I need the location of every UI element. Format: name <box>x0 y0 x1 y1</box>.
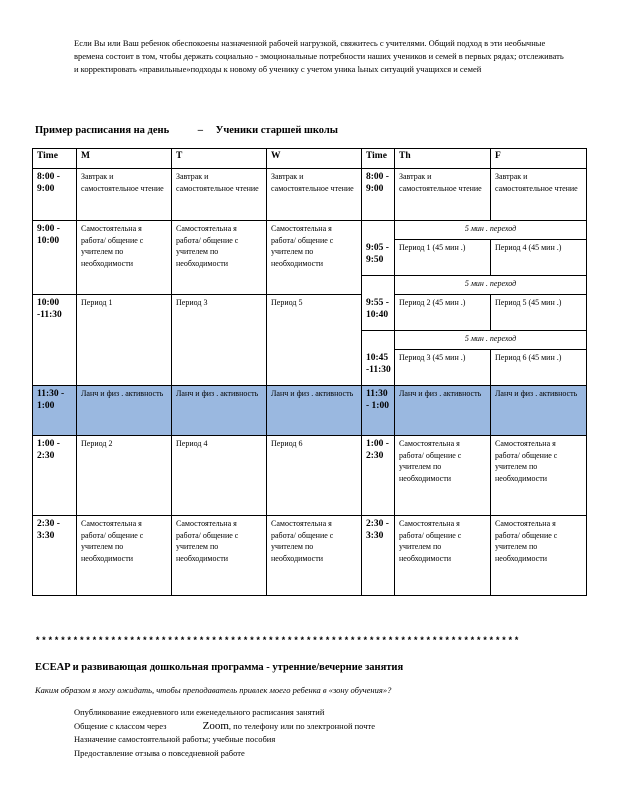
bullet-list <box>50 706 375 760</box>
time-cell: 2:30 - 3:30 <box>362 516 395 596</box>
table-cell: Завтрак и самостоятельное чтение <box>77 169 172 221</box>
table-cell: Завтрак и самостоятельное чтение <box>395 169 491 221</box>
table-row <box>33 221 587 240</box>
time-cell: 11:30 - 1:00 <box>362 386 395 436</box>
table-cell: Завтрак и самостоятельное чтение <box>172 169 267 221</box>
table-cell: Ланч и физ . активность <box>395 386 491 436</box>
list-item <box>50 733 375 747</box>
divider-line: ***************************************************************************** <box>35 636 521 646</box>
table-cell: Период 6 (45 мин .) <box>491 350 587 386</box>
time-cell <box>362 221 395 240</box>
time-cell: 9:00 - 10:00 <box>33 221 77 295</box>
table-cell: Завтрак и самостоятельное чтение <box>267 169 362 221</box>
table-cell: Ланч и физ . активность <box>172 386 267 436</box>
list-item <box>50 720 375 734</box>
time-cell <box>362 276 395 295</box>
intro-text: Если Вы или Ваш ребенок обеспокоены назначенной рабочей нагрузкой, свяжитесь с учителями. Общий подход в эти необычные времена состоит в том, чтобы держать социально - эмоциональные потребности наших учеников и семей в первых рядах; отслеживать и корректировать «правильные»подходы к новому об ученику с учетом уника lьных ситуаций учащихся и семей <box>74 38 564 75</box>
table-cell: Самостоятельна я работа/ общение с учителем по необходимости <box>267 221 362 295</box>
list-item-text: Опубликование ежедневного или еженедельного расписания занятий <box>74 707 325 717</box>
time-cell: 10:00 -11:30 <box>33 295 77 386</box>
table-cell: Период 5 (45 мин .) <box>491 295 587 331</box>
table-cell: Самостоятельна я работа/ общение с учителем по необходимости <box>395 516 491 596</box>
table-cell: Период 1 <box>77 295 172 386</box>
intro-paragraph <box>50 37 570 77</box>
table-cell: Самостоятельна я работа/ общение с учителем по необходимости <box>77 221 172 295</box>
table-cell: Самостоятельна я работа/ общение с учителем по необходимости <box>491 436 587 516</box>
time-cell: 1:00 - 2:30 <box>362 436 395 516</box>
table-cell: Самостоятельна я работа/ общение с учителем по необходимости <box>77 516 172 596</box>
table-cell: Самостоятельна я работа/ общение с учителем по необходимости <box>267 516 362 596</box>
schedule-heading <box>35 125 338 136</box>
table-cell: Период 4 (45 мин .) <box>491 240 587 276</box>
time-cell: 8:00 - 9:00 <box>362 169 395 221</box>
header-cell: W <box>267 149 362 169</box>
header-cell: Th <box>395 149 491 169</box>
table-row <box>33 516 587 596</box>
table-cell: Самостоятельна я работа/ общение с учителем по необходимости <box>172 516 267 596</box>
time-cell <box>362 331 395 350</box>
table-cell: Период 1 (45 мин .) <box>395 240 491 276</box>
time-cell: 10:45 -11:30 <box>362 350 395 386</box>
zoom-label: Zoom <box>202 719 229 732</box>
list-item <box>50 747 375 761</box>
list-item-text: Назначение самостоятельной работы; учебные пособия <box>74 734 276 744</box>
table-cell: Самостоятельна я работа/ общение с учителем по необходимости <box>395 436 491 516</box>
table-cell: Завтрак и самостоятельное чтение <box>491 169 587 221</box>
table-cell: Период 2 (45 мин .) <box>395 295 491 331</box>
list-item-text: Общение с классом через <box>74 720 203 731</box>
time-cell: 1:00 - 2:30 <box>33 436 77 516</box>
header-cell: Time <box>362 149 395 169</box>
table-cell: Период 3 <box>172 295 267 386</box>
table-cell: Самостоятельна я работа/ общение с учителем по необходимости <box>491 516 587 596</box>
table-cell: Период 6 <box>267 436 362 516</box>
schedule-dash: – <box>197 125 204 136</box>
table-cell: Период 4 <box>172 436 267 516</box>
time-cell: 8:00 - 9:00 <box>33 169 77 221</box>
table-cell: Ланч и физ . активность <box>491 386 587 436</box>
table-cell: Самостоятельна я работа/ общение с учителем по необходимости <box>172 221 267 295</box>
header-cell: F <box>491 149 587 169</box>
schedule-audience: Ученики старшей школы <box>215 125 338 136</box>
table-cell: Период 2 <box>77 436 172 516</box>
table-row <box>33 169 587 221</box>
header-cell: Time <box>33 149 77 169</box>
table-cell: Ланч и физ . активность <box>267 386 362 436</box>
schedule-table <box>32 148 587 596</box>
transition-cell: 5 мин . переход <box>395 276 587 295</box>
time-cell: 2:30 - 3:30 <box>33 516 77 596</box>
table-cell: Период 5 <box>267 295 362 386</box>
transition-cell: 5 мин . переход <box>395 221 587 240</box>
list-item-text: , по телефону или по электронной почте <box>228 720 375 731</box>
table-row <box>33 436 587 516</box>
table-cell: Период 3 (45 мин .) <box>395 350 491 386</box>
schedule-title: Пример расписания на день <box>35 125 170 136</box>
time-cell: 9:05 - 9:50 <box>362 240 395 276</box>
table-row <box>33 295 587 331</box>
section-title: ECEAP и развивающая дошкольная программа - утренние/вечерние занятия <box>35 662 404 673</box>
time-cell: 11:30 - 1:00 <box>33 386 77 436</box>
list-item-text: Предоставление отзыва о повседневной работе <box>74 747 245 758</box>
header-cell: M <box>77 149 172 169</box>
transition-cell: 5 мин . переход <box>395 331 587 350</box>
section-question: Каким образом я могу ожидать, чтобы преподаватель привлек моего ребенка в «зону обучения»? <box>35 685 392 695</box>
header-cell: T <box>172 149 267 169</box>
table-cell: Ланч и физ . активность <box>77 386 172 436</box>
table-header-row <box>33 149 587 169</box>
time-cell: 9:55 - 10:40 <box>362 295 395 331</box>
list-item <box>50 706 375 720</box>
lunch-row <box>33 386 587 436</box>
